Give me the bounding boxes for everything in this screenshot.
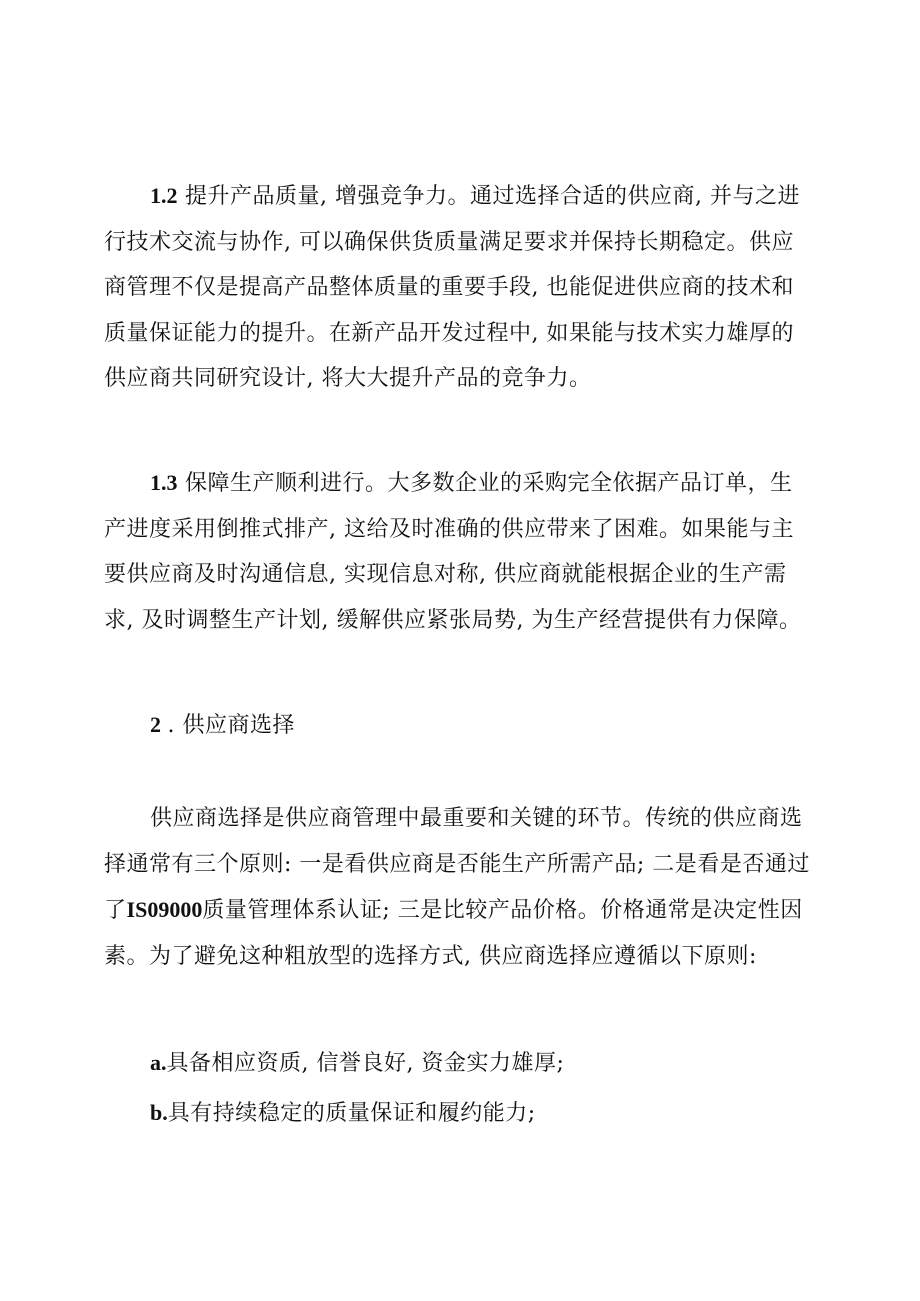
section-1-3-line-1: 1.3 保障生产顺利进行。大多数企业的采购完全依据产品订单，生: [150, 470, 793, 496]
selection-line-2: 择通常有三个原则: 一是看供应商是否能生产所需产品; 二是看是否通过: [104, 851, 810, 877]
iso-certification-code: IS09000: [126, 897, 203, 922]
section-1-2: [104, 173, 800, 402]
selection-paragraph: [104, 796, 810, 979]
section-1-3-number: 1.3: [150, 470, 178, 495]
section-1-3: [104, 460, 802, 643]
section-2-heading: [150, 702, 295, 749]
section-1-3-line-3: 要供应商及时沟通信息, 实现信息对称, 供应商就能根据企业的生产需: [104, 562, 787, 587]
selection-line-4: 素。为了避免这种粗放型的选择方式, 供应商选择应遵循以下原则:: [104, 943, 757, 969]
list-item: [150, 1090, 536, 1137]
selection-line-1: 供应商选择是供应商管理中最重要和关键的环节。传统的供应商选: [150, 806, 803, 831]
section-1-2-line-5: 供应商共同研究设计, 将大大提升产品的竞争力。: [104, 366, 592, 391]
section-1-2-number: 1.2: [150, 183, 178, 208]
list-item-text: 具有持续稳定的质量保证和履约能力;: [167, 1101, 536, 1126]
section-1-2-line-4: 质量保证能力的提升。在新产品开发过程中, 如果能与技术实力雄厚的: [104, 320, 794, 346]
section-1-2-line-2: 行技术交流与协作, 可以确保供货质量满足要求并保持长期稳定。供应: [104, 229, 794, 255]
list-item-marker: a.: [150, 1050, 167, 1075]
section-1-3-line-2: 产进度采用倒推式排产, 这给及时准确的供应带来了困难。如果能与主: [104, 516, 794, 542]
section-1-3-line-4: 求, 及时调整生产计划, 缓解供应紧张局势, 为生产经营提供有力保障。: [104, 607, 802, 633]
section-2-number: 2: [150, 712, 162, 737]
section-1-2-line-3: 商管理不仅是提高产品整体质量的重要手段, 也能促进供应商的技术和: [104, 275, 794, 300]
selection-line-3: 了IS09000质量管理体系认证; 三是比较产品价格。价格通常是决定性因: [104, 897, 803, 923]
list-item-marker: b.: [150, 1100, 168, 1125]
section-1-2-line-1: 1.2 提升产品质量, 增强竞争力。通过选择合适的供应商, 并与之进: [150, 183, 800, 209]
list-item-text: 具备相应资质, 信誉良好, 资金实力雄厚;: [166, 1051, 565, 1076]
list-item: [150, 1040, 564, 1087]
section-2-title: . 供应商选择: [167, 713, 295, 738]
